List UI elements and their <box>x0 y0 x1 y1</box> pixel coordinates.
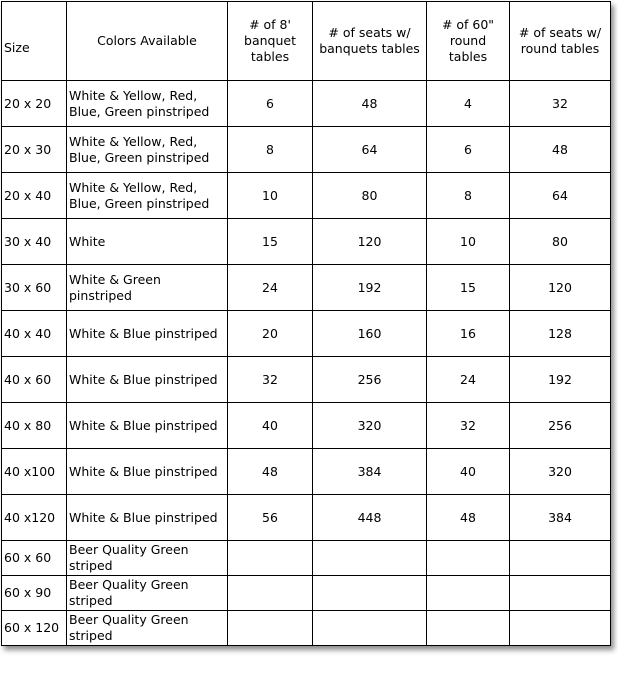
cell-banquet-seats <box>313 541 427 576</box>
cell-size: 20 x 20 <box>2 81 67 127</box>
cell-colors: White & Blue pinstriped <box>67 357 228 403</box>
cell-colors: Beer Quality Green striped <box>67 611 228 646</box>
table-row <box>2 576 611 611</box>
cell-round-tables <box>427 541 510 576</box>
cell-colors: Beer Quality Green striped <box>67 576 228 611</box>
header-round-tables: # of 60" round tables <box>427 2 510 81</box>
cell-size: 40 x100 <box>2 449 67 495</box>
cell-round-tables: 16 <box>427 311 510 357</box>
table-row <box>2 219 611 265</box>
table-row <box>2 357 611 403</box>
cell-round-seats: 80 <box>510 219 611 265</box>
cell-size: 30 x 60 <box>2 265 67 311</box>
cell-size: 30 x 40 <box>2 219 67 265</box>
cell-round-tables: 24 <box>427 357 510 403</box>
cell-round-tables: 10 <box>427 219 510 265</box>
cell-banquet-seats <box>313 576 427 611</box>
header-colors: Colors Available <box>67 2 228 81</box>
cell-colors: White & Yellow, Red, Blue, Green pinstriped <box>67 173 228 219</box>
cell-round-seats: 256 <box>510 403 611 449</box>
table-row <box>2 311 611 357</box>
cell-banquet-tables: 40 <box>228 403 313 449</box>
cell-banquet-tables <box>228 541 313 576</box>
cell-colors: White & Yellow, Red, Blue, Green pinstriped <box>67 81 228 127</box>
header-size: Size <box>2 2 67 81</box>
cell-banquet-tables: 8 <box>228 127 313 173</box>
table-body <box>2 81 611 646</box>
cell-banquet-seats: 384 <box>313 449 427 495</box>
table-row <box>2 81 611 127</box>
cell-banquet-tables: 20 <box>228 311 313 357</box>
cell-size: 40 x120 <box>2 495 67 541</box>
cell-round-seats: 128 <box>510 311 611 357</box>
cell-colors: White <box>67 219 228 265</box>
cell-size: 60 x 120 <box>2 611 67 646</box>
table-row <box>2 611 611 646</box>
header-row <box>2 2 611 81</box>
cell-round-seats <box>510 576 611 611</box>
cell-banquet-seats <box>313 611 427 646</box>
cell-round-tables: 48 <box>427 495 510 541</box>
header-round-seats: # of seats w/ round tables <box>510 2 611 81</box>
cell-round-seats: 192 <box>510 357 611 403</box>
cell-colors: White & Blue pinstriped <box>67 495 228 541</box>
table-row <box>2 403 611 449</box>
cell-size: 40 x 40 <box>2 311 67 357</box>
cell-round-tables: 6 <box>427 127 510 173</box>
cell-round-tables <box>427 611 510 646</box>
cell-round-tables: 8 <box>427 173 510 219</box>
cell-banquet-seats: 448 <box>313 495 427 541</box>
cell-round-tables: 15 <box>427 265 510 311</box>
cell-banquet-tables <box>228 576 313 611</box>
cell-size: 40 x 80 <box>2 403 67 449</box>
table-row <box>2 127 611 173</box>
cell-round-tables <box>427 576 510 611</box>
cell-round-seats: 384 <box>510 495 611 541</box>
cell-banquet-seats: 80 <box>313 173 427 219</box>
cell-banquet-seats: 64 <box>313 127 427 173</box>
cell-colors: White & Green pinstriped <box>67 265 228 311</box>
cell-banquet-tables: 10 <box>228 173 313 219</box>
cell-banquet-seats: 48 <box>313 81 427 127</box>
cell-colors: White & Yellow, Red, Blue, Green pinstriped <box>67 127 228 173</box>
cell-size: 60 x 60 <box>2 541 67 576</box>
cell-size: 40 x 60 <box>2 357 67 403</box>
cell-banquet-tables: 32 <box>228 357 313 403</box>
cell-banquet-seats: 160 <box>313 311 427 357</box>
cell-banquet-seats: 120 <box>313 219 427 265</box>
cell-round-seats <box>510 541 611 576</box>
tent-size-table <box>1 1 611 646</box>
cell-banquet-tables: 15 <box>228 219 313 265</box>
cell-size: 20 x 30 <box>2 127 67 173</box>
cell-colors: White & Blue pinstriped <box>67 403 228 449</box>
table-frame <box>1 1 611 646</box>
cell-round-seats: 32 <box>510 81 611 127</box>
cell-colors: White & Blue pinstriped <box>67 449 228 495</box>
cell-banquet-tables: 48 <box>228 449 313 495</box>
cell-banquet-tables: 24 <box>228 265 313 311</box>
cell-banquet-tables: 6 <box>228 81 313 127</box>
cell-round-seats <box>510 611 611 646</box>
cell-round-tables: 40 <box>427 449 510 495</box>
cell-round-seats: 120 <box>510 265 611 311</box>
cell-size: 60 x 90 <box>2 576 67 611</box>
cell-round-tables: 32 <box>427 403 510 449</box>
cell-round-seats: 64 <box>510 173 611 219</box>
table-row <box>2 173 611 219</box>
cell-colors: White & Blue pinstriped <box>67 311 228 357</box>
header-banquet-seats: # of seats w/ banquets tables <box>313 2 427 81</box>
cell-banquet-seats: 256 <box>313 357 427 403</box>
cell-colors: Beer Quality Green striped <box>67 541 228 576</box>
table-row <box>2 495 611 541</box>
cell-banquet-seats: 192 <box>313 265 427 311</box>
cell-banquet-tables: 56 <box>228 495 313 541</box>
header-banquet-tables: # of 8' banquet tables <box>228 2 313 81</box>
table-row <box>2 265 611 311</box>
cell-round-tables: 4 <box>427 81 510 127</box>
table-row <box>2 541 611 576</box>
cell-banquet-tables <box>228 611 313 646</box>
table-row <box>2 449 611 495</box>
cell-banquet-seats: 320 <box>313 403 427 449</box>
cell-round-seats: 48 <box>510 127 611 173</box>
cell-size: 20 x 40 <box>2 173 67 219</box>
cell-round-seats: 320 <box>510 449 611 495</box>
